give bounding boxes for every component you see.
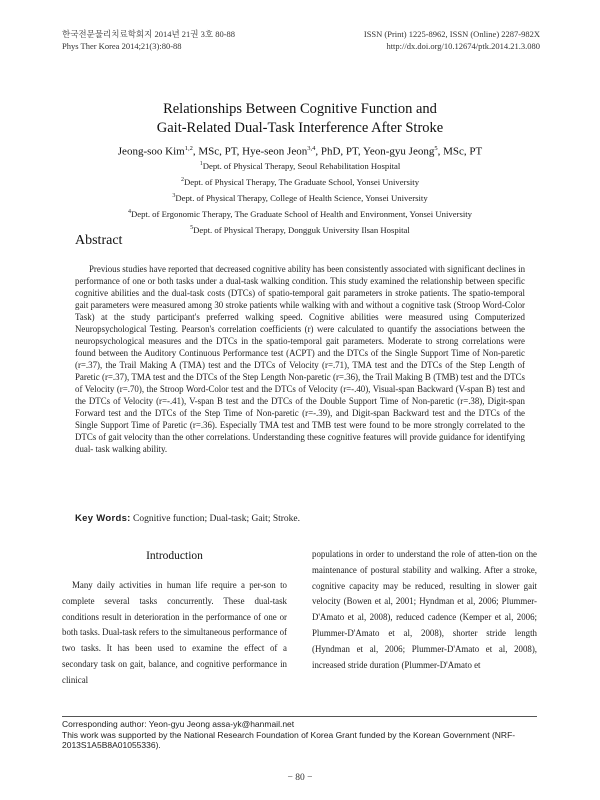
affiliation-text: Dept. of Physical Therapy, The Graduate School, Yonsei University bbox=[183, 176, 420, 187]
journal-korean-citation: 한국전문물리치료학회지 2014년 21권 3호 80-88 bbox=[62, 29, 236, 39]
doi-link[interactable]: http://dx.doi.org/10.12674/ptk.2014.21.3.080 bbox=[386, 41, 540, 51]
author-degree: , MSc, PT bbox=[437, 145, 483, 158]
journal-header-right bbox=[364, 28, 540, 52]
journal-citation: Phys Ther Korea 2014;21(3):80-88 bbox=[62, 41, 182, 51]
author-affil-sup: 3,4 bbox=[307, 145, 316, 152]
journal-header-left bbox=[62, 28, 235, 52]
abstract-body: Previous studies have reported that decreased cognitive ability has been consistently associated with significant declines in performance of one or both tasks under a dual-task walking condition. This study examined the relationship between specific cognitive abilities and the dual-task costs (DTCs) of spatio-temporal gait parameters in stroke patients. The spatio-temporal gait parameters were measured among 30 stroke patients while walking with and without a cognitive task (Stroop Word-Color Task) at the study participant's preferred walking speed. Cognitive abilities were measured using Computerized Neuropsychological Testing. Pearson's correlation coefficients (r) were calculated to quantify the associations between the neuropsychological measures and the DTCs in the spatio-temporal gait parameters. Moderate to strong correlations were found between the Auditory Continuous Performance test (ACPT) and the DTCs of the Single Support Time of Non-paretic (r=.37), the Trail Making A (TMA) test and the DTCs of Velocity (r=.71), TMA test and the DTCs of the Step Length of Paretic (r=.37), TMA test and the DTCs of the Step Length Non-paretic (r=.36), the Trail Making B (TMB) test and the DTCs of Velocity (r=.70), the Stroop Word-Color test and the DTCs of Velocity (r=-.40), Visual-span Backward (V-span B) test and the DTCs of Velocity (r=-.41), V-span B test and the DTCs of the Double Support Time of Non-paretic (r=.38), Digit-span Forward test and the DTCs of the Step Time of Non-paretic (r=-.39), and Digit-span Backward test and the DTCs of the Single Support Time of Paretic (r=.36). Especially TMA test and TMB test were found to be more strongly correlated to the DTCs of gait velocity than the other correlations. Understanding these cognitive features will provide guidance for identifying dual- task walking ability. bbox=[75, 264, 525, 454]
funding-note: This work was supported by the National Research Foundation of Korea Grant funded by the Korean Government (NRF-2013S1A5B8A01055336). bbox=[62, 729, 516, 751]
issn: ISSN (Print) 1225-8962, ISSN (Online) 2287-982X bbox=[363, 29, 540, 39]
affiliation-text: Dept. of Physical Therapy, College of Health Science, Yonsei University bbox=[175, 193, 428, 204]
affiliation-number: 5 bbox=[190, 225, 194, 232]
affiliation-list bbox=[0, 157, 600, 237]
keywords-text: Cognitive function; Dual-task; Gait; Stroke. bbox=[130, 514, 301, 524]
author-degree: , PhD, PT, bbox=[315, 145, 364, 158]
author-affil-sup: 5 bbox=[434, 145, 438, 152]
paper-title bbox=[0, 100, 600, 138]
introduction-heading: Introduction bbox=[146, 550, 203, 562]
introduction-right-column: populations in order to understand the role of atten-tion on the maintenance of postural stability and walking. After a stroke, cognitive capacity may be reduced, resulting in slower gait velocity (Bowen et al, 2001; Hyndman et al, 2006; Plummer-D'Amato et al, 2008), reduced cadence (Kemper et al, 2006; Plummer-D'Amato et al, 2008), shorter stride length (Hyndman et al, 2006; Plummer-D'Amato et al, 2008), increased stride duration (Plummer-D'Amato et bbox=[312, 549, 537, 670]
author-list bbox=[0, 145, 600, 158]
affiliation-item bbox=[0, 205, 600, 221]
affiliation-text: Dept. of Ergonomic Therapy, The Graduate School of Health and Environment, Yonsei University bbox=[130, 209, 473, 220]
author-name: Jeong-soo Kim bbox=[117, 145, 185, 158]
affiliation-item bbox=[0, 173, 600, 189]
affiliation-text: Dept. of Physical Therapy, Seoul Rehabilitation Hospital bbox=[202, 160, 401, 171]
author-affil-sup: 1,2 bbox=[184, 145, 193, 152]
footnote-divider bbox=[62, 716, 537, 717]
footnote bbox=[62, 719, 538, 751]
abstract-heading: Abstract bbox=[75, 233, 123, 248]
affiliation-item bbox=[0, 189, 600, 205]
title-line-1: Relationships Between Cognitive Function and bbox=[163, 101, 437, 117]
keywords-label: Key Words: bbox=[75, 513, 131, 524]
affiliation-item bbox=[0, 157, 600, 173]
affiliation-number: 3 bbox=[172, 193, 176, 200]
affiliation-number: 2 bbox=[180, 177, 184, 184]
title-line-2: Gait-Related Dual-Task Interference After Stroke bbox=[156, 120, 444, 136]
corresponding-author: Corresponding author: Yeon-gyu Jeong assa-yk@hanmail.net bbox=[62, 719, 295, 729]
affiliation-number: 1 bbox=[199, 161, 203, 167]
page-number: − 80 − bbox=[287, 773, 313, 783]
introduction-left-column: Many daily activities in human life require a per-son to complete several tasks concurrently. These dual-task conditions result in deterioration in the performance of one or both tasks. Dual-task refers to the simultaneous performance of two tasks. It has been used to examine the effect of a secondary task on gait, balance, and cognitive performance in clinical bbox=[62, 580, 288, 685]
author-name: Yeon-gyu Jeong bbox=[363, 145, 435, 158]
affiliation-text: Dept. of Physical Therapy, Dongguk University Ilsan Hospital bbox=[193, 225, 410, 236]
author-name: Hye-seon Jeon bbox=[242, 145, 308, 158]
author-degree: , MSc, PT, bbox=[192, 145, 243, 158]
affiliation-number: 4 bbox=[127, 209, 131, 216]
keywords bbox=[75, 513, 300, 524]
